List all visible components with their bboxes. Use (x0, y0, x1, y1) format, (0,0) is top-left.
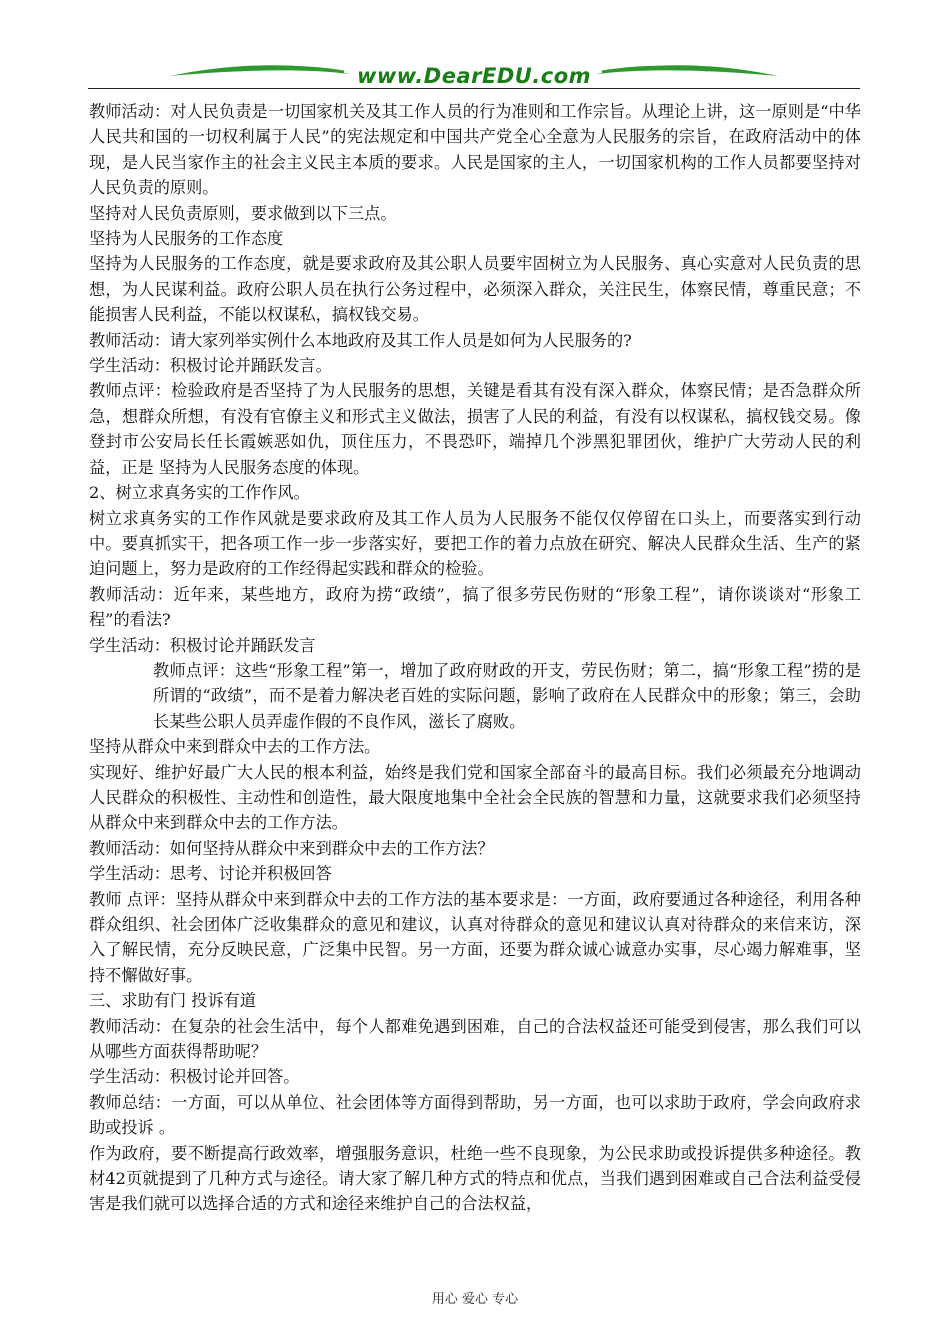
paragraph: 实现好、维护好最广大人民的根本利益，始终是我们党和国家全部奋斗的最高目标。我们必须最充分地调动人民群众的积极性、主动性和创造性，最大限度地集中全社会全民族的智慧和力量，这就要求我们必须坚持从群众中来到群众中去的工作方法。 (89, 762, 861, 833)
paragraph: 坚持为人民服务的工作态度 (89, 229, 284, 249)
paragraph: 树立求真务实的工作作风就是要求政府及其工作人员为人民服务不能仅仅停留在口头上，而要落实到行动中。要真抓实干，把各项工作一步一步落实好，要把工作的着力点放在研究、解决人民群众生活、生产的紧迫问题上，努力是政府的工作经得起实践和群众的检验。 (89, 508, 861, 579)
paragraph: 教师活动：在复杂的社会生活中，每个人都难免遇到困难，自己的合法权益还可能受到侵害，那么我们可以从哪些方面获得帮助呢？ (89, 1016, 861, 1062)
paragraph: 坚持为人民服务的工作态度，就是要求政府及其公职人员要牢固树立为人民服务、真心实意对人民负责的思想，为人民谋利益。政府公职人员在执行公务过程中，必须深入群众，关注民生，体察民情，尊重民意；不能损害人民利益，不能以权谋私，搞权钱交易。 (89, 254, 861, 325)
page-footer: 用心 爱心 专心 (431, 1292, 519, 1307)
paragraph: 坚持对人民负责原则，要求做到以下三点。 (89, 203, 397, 223)
paragraph: 教师活动：如何坚持从群众中来到群众中去的工作方法？ (89, 838, 494, 858)
paragraph: 学生活动：积极讨论并回答。 (89, 1067, 300, 1087)
paragraph: 教师活动：对人民负责是一切国家机关及其工作人员的行为准则和工作宗旨。从理论上讲，这一原则是“中华人民共和国的一切权利属于人民”的宪法规定和中国共产党全心全意为人民服务的宗旨，在政府活动中的体现，是人民当家作主的社会主义民主本质的要求。人民是国家的主人，一切国家机构的工作人员都要坚持对人民负责的原则。 (89, 102, 861, 198)
paragraph: 学生活动：思考、讨论并积极回答 (89, 864, 332, 884)
paragraph: 教师总结：一方面，可以从单位、社会团体等方面得到帮助，另一方面，也可以求助于政府，学会向政府求助或投诉 。 (89, 1092, 861, 1138)
paragraph: 教师点评：检验政府是否坚持了为人民服务的思想，关键是看其有没有深入群众，体察民情；是否急群众所急，想群众所想，有没有官僚主义和形式主义做法，损害了人民的利益，有没有以权谋私，搞权钱交易。像登封市公安局长任长霞嫉恶如仇，顶住压力，不畏恐吓，端掉几个涉黑犯罪团伙，维护广大劳动人民的利益，正是 坚持为人民服务态度的体现。 (89, 381, 861, 477)
paragraph: 学生活动：积极讨论并踊跃发言 (89, 635, 316, 655)
paragraph: 教师活动：近年来，某些地方，政府为捞“政绩”，搞了很多劳民伤财的“形象工程”，请你谈谈对“形象工程”的看法? (89, 584, 861, 630)
paragraph: 教师点评：这些“形象工程”第一，增加了政府财政的开支，劳民伤财；第二，搞“形象工程”捞的是所谓的“政绩”，而不是着力解决老百姓的实际问题，影响了政府在人民群众中的形象；第三，会助长某些公职人员弄虚作假的不良作风，滋长了腐败。 (153, 660, 861, 731)
paragraph: 三、求助有门 投诉有道 (89, 991, 257, 1011)
paragraph: 教师 点评：坚持从群众中来到群众中去的工作方法的基本要求是：一方面，政府要通过各种途径，利用各种群众组织、社会团体广泛收集群众的意见和建议，认真对待群众的意见和建议认真对待群众的来信来访，深入了解民情，充分反映民意，广泛集中民智。另一方面，还要为群众诚心诚意办实事，尽心竭力解难事，坚持不懈做好事。 (89, 889, 861, 985)
paragraph: 教师活动：请大家列举实例什么本地政府及其工作人员是如何为人民服务的? (89, 330, 632, 350)
paragraph: 作为政府，要不断提高行政效率，增强服务意识，杜绝一些不良现象，为公民求助或投诉提供多种途径。教材42页就提到了几种方式与途径。请大家了解几种方式的特点和优点，当我们遇到困难或自己合法利益受侵害是我们就可以选择合适的方式和途径来维护自己的合法权益， (89, 1143, 861, 1214)
header-divider (88, 88, 860, 89)
document-body (89, 99, 861, 1217)
paragraph: 2、树立求真务实的工作作风。 (89, 483, 310, 503)
paragraph: 坚持从群众中来到群众中去的工作方法。 (89, 737, 381, 757)
site-logo-text: www.DearEDU.com (356, 64, 592, 88)
paragraph: 学生活动：积极讨论并踊跃发言。 (89, 356, 332, 376)
